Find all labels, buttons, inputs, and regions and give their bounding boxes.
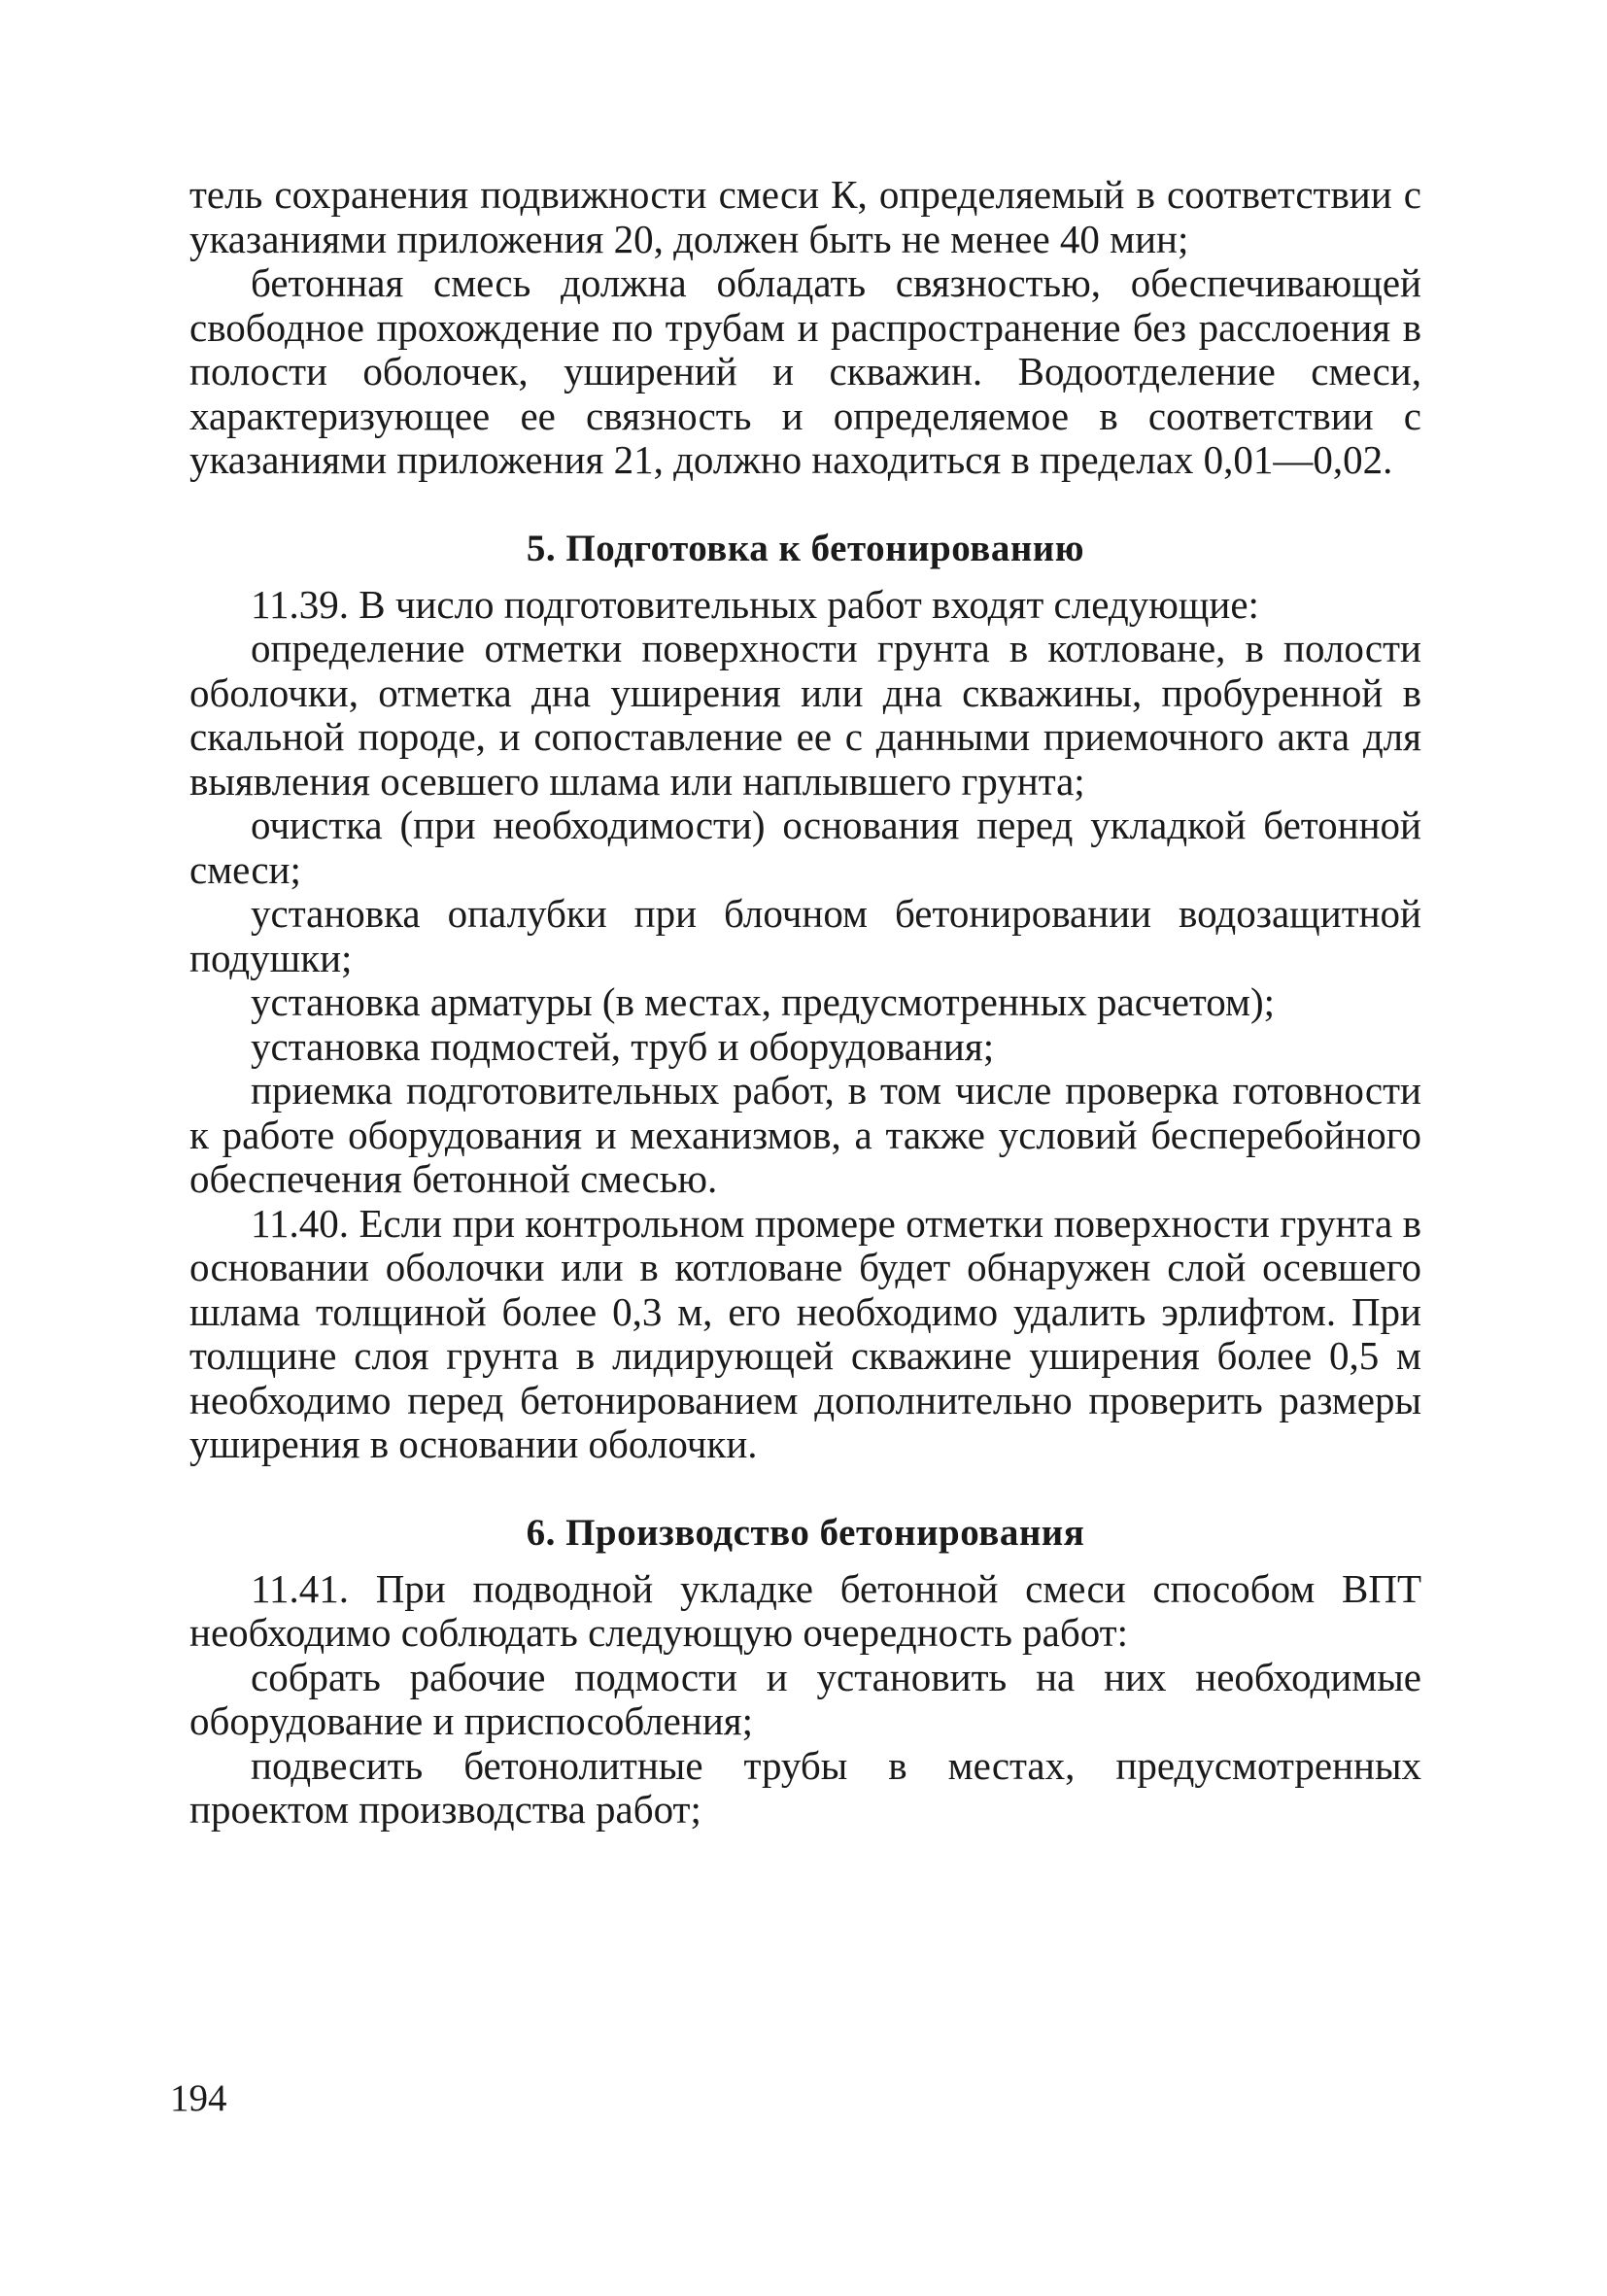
page-number: 194 <box>170 2077 227 2119</box>
paragraph: подвесить бетонолитные трубы в местах, предусмотренных проектом производства работ; <box>189 1742 1421 1832</box>
section-6-heading: 6. Производство бетонирования <box>526 1511 1085 1554</box>
paragraph: бетонная смесь должна обладать связностью, обеспечивающей свободное прохождение по трубам и распространение без расслоения в полости оболочек, уширений и скважин. Водоотделение смеси, характеризующее ее связность и определяемое в соответствии с указаниями приложения 21, должно находиться в пределах 0,01—0,02. <box>189 260 1421 482</box>
page-body <box>189 173 1421 1833</box>
paragraph: собрать рабочие подмости и установить на них необходимые оборудование и приспособления; <box>189 1654 1421 1743</box>
paragraph: приемка подготовительных работ, в том числе проверка готовности к работе оборудования и механизмов, а также условий бесперебойного обеспечения бетонной смесью. <box>189 1068 1421 1201</box>
section-5-paragraphs <box>189 583 1421 1467</box>
intro-paragraphs <box>189 173 1421 483</box>
paragraph: определение отметки поверхности грунта в котловане, в полости оболочки, отметка дна уширения или дна скважины, пробуренной в скальной породе, и сопоставление ее с данными приемочного акта для выявления осевшего шлама или наплывшего грунта; <box>189 626 1421 804</box>
paragraph: тель сохранения подвижности смеси К, определяемый в соответствии с указаниями приложения 20, должен быть не менее 40 мин; <box>189 172 1421 261</box>
paragraph: установка подмостей, труб и оборудования; <box>251 1023 995 1069</box>
paragraph: 11.41. При подводной укладке бетонной смеси способом ВПТ необходимо соблюдать следующую очередность работ: <box>189 1565 1421 1655</box>
paragraph: установка арматуры (в местах, предусмотренных расчетом); <box>251 979 1275 1024</box>
paragraph: очистка (при необходимости) основания перед укладкой бетонной смеси; <box>189 803 1421 892</box>
paragraph: установка опалубки при блочном бетонировании водозащитной подушки; <box>189 891 1421 980</box>
paragraph: 11.40. Если при контрольном промере отметки поверхности грунта в основании оболочки или в котловане будет обнаружен слой осевшего шлама толщиной более 0,3 м, его необходимо удалить эрлифтом. При толщине слоя грунта в лидирующей скважине уширения более 0,5 м необходимо перед бетонированием дополнительно проверить размеры уширения в основании оболочки. <box>189 1200 1421 1466</box>
section-5-heading: 5. Подготовка к бетонированию <box>526 527 1085 569</box>
section-6-paragraphs <box>189 1567 1421 1833</box>
paragraph: 11.39. В число подготовительных работ входят следующие: <box>251 581 1259 627</box>
